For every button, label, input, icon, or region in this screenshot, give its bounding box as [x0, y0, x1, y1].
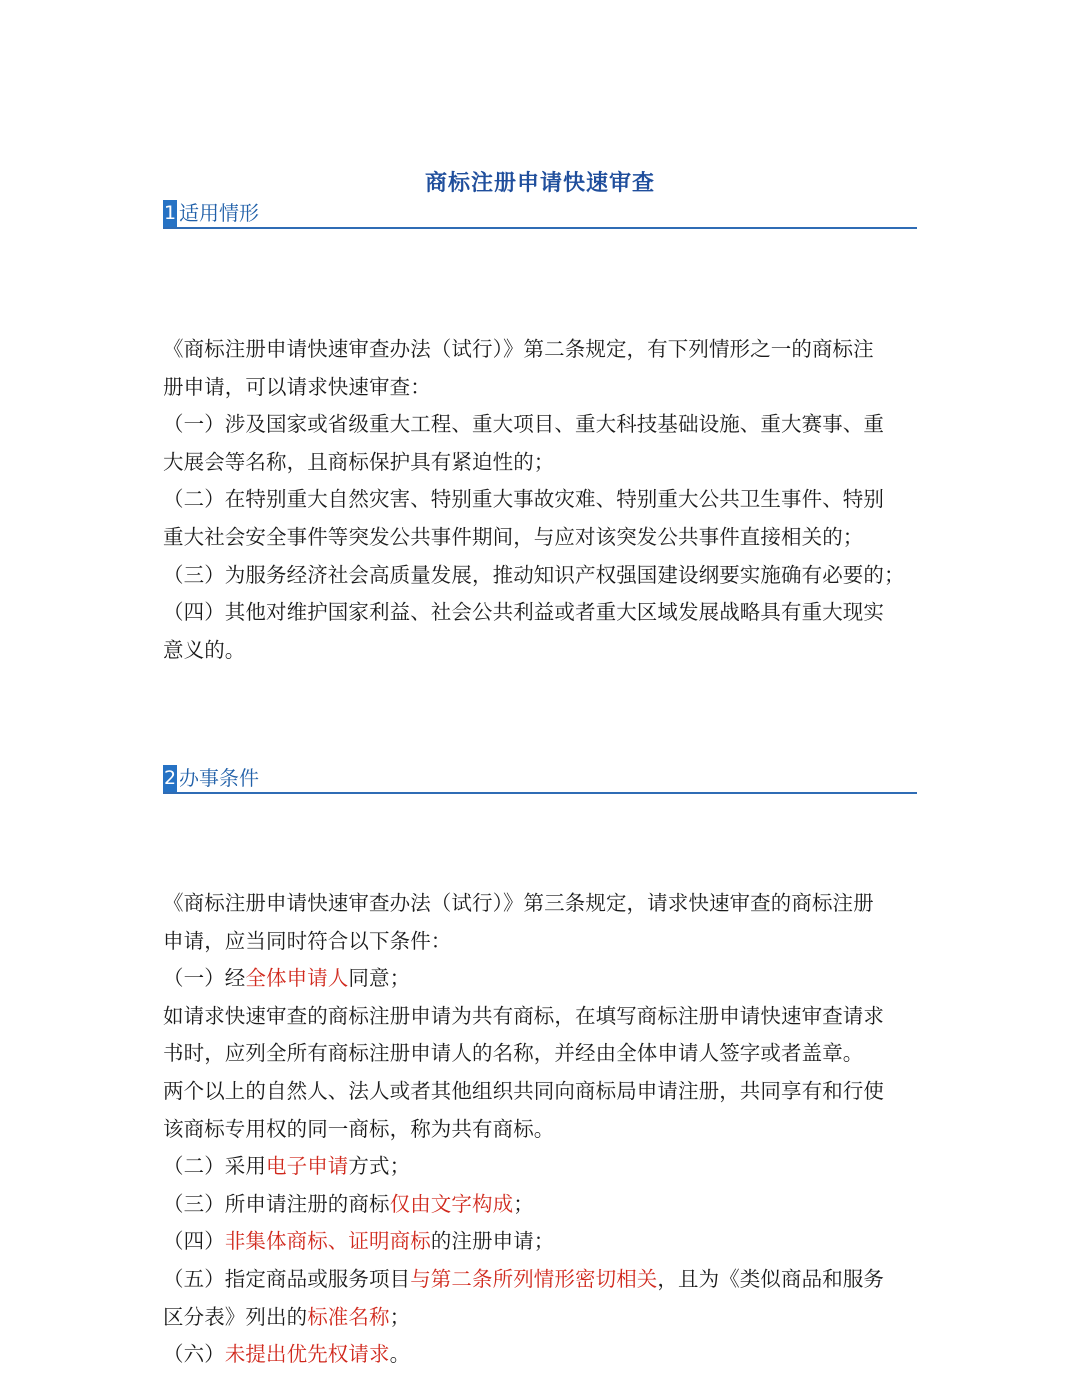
condition-suffix: ；: [513, 1191, 534, 1216]
condition-suffix: 。: [389, 1342, 411, 1367]
condition-prefix: （二）采用: [163, 1154, 266, 1179]
paragraph-line: 申请，应当同时符合以下条件：: [163, 928, 452, 953]
condition-6: [163, 1336, 919, 1374]
condition-prefix: （六）: [163, 1342, 225, 1367]
section2-body: [163, 885, 919, 1374]
highlighted-text: 未提出优先权请求: [224, 1342, 390, 1367]
section-heading-conditions: [163, 765, 917, 794]
paragraph-line: 《商标注册申请快速审查办法（试行）》第二条规定，有下列情形之一的商标注: [163, 337, 874, 361]
section-heading-label: 适用情形: [179, 201, 259, 225]
list-item-line: （三）为服务经济社会高质量发展，推动知识产权强国建设纲要实施确有必要的；: [163, 562, 905, 587]
highlighted-text: 标准名称: [307, 1304, 390, 1329]
condition-1: [163, 960, 919, 998]
condition-2: [163, 1148, 919, 1186]
section-heading-applicable-situations: [163, 200, 917, 229]
list-item-line: 意义的。: [163, 637, 246, 662]
highlighted-text: 非集体商标、证明商标: [224, 1229, 431, 1254]
section-number-badge: 1: [163, 200, 177, 227]
condition-3: [163, 1186, 919, 1224]
condition-suffix: 同意；: [348, 966, 411, 991]
condition-prefix: （四）: [163, 1229, 225, 1254]
condition-prefix: （五）指定商品或服务项目: [163, 1266, 411, 1291]
list-item-line: （一）涉及国家或省级重大工程、重大项目、重大科技基础设施、重大赛事、重: [163, 412, 884, 437]
list-item-line: （四）其他对维护国家利益、社会公共利益或者重大区域发展战略具有重大现实: [163, 600, 884, 625]
paragraph-line: 《商标注册申请快速审查办法（试行）》第三条规定，请求快速审查的商标注册: [163, 891, 874, 915]
highlighted-text: 仅由文字构成: [389, 1191, 514, 1216]
condition-prefix: （三）所申请注册的商标: [163, 1191, 390, 1216]
condition-suffix: 方式；: [348, 1154, 411, 1179]
list-item-line: 大展会等名称，且商标保护具有紧迫性的；: [163, 449, 555, 474]
condition-prefix: 区分表》列出的: [163, 1304, 308, 1329]
document-title: 商标注册申请快速审查: [424, 171, 655, 196]
note-line: 如请求快速审查的商标注册申请为共有商标，在填写商标注册申请快速审查请求: [163, 1003, 884, 1028]
highlighted-text: 电子申请: [266, 1154, 349, 1179]
condition-prefix: （一）经: [163, 966, 246, 991]
condition-suffix: ；: [389, 1304, 411, 1329]
paragraph-line: 册申请，可以请求快速审查：: [163, 374, 431, 399]
highlighted-text: 与第二条所列情形密切相关: [410, 1266, 658, 1291]
condition-5: [163, 1261, 919, 1299]
section1-body: [163, 331, 919, 669]
note-line: 两个以上的自然人、法人或者其他组织共同向商标局申请注册，共同享有和行使: [163, 1078, 884, 1103]
list-item-line: （二）在特别重大自然灾害、特别重大事故灾难、特别重大公共卫生事件、特别: [163, 487, 884, 512]
note-line: 该商标专用权的同一商标，称为共有商标。: [163, 1116, 555, 1141]
section-heading-label: 办事条件: [179, 766, 259, 790]
condition-suffix: 的注册申请；: [430, 1229, 555, 1254]
section-number-badge: 2: [163, 765, 177, 792]
highlighted-text: 全体申请人: [245, 966, 349, 991]
note-line: 书时，应列全所有商标注册申请人的名称，并经由全体申请人签字或者盖章。: [163, 1041, 864, 1066]
condition-4: [163, 1223, 919, 1261]
condition-suffix: ，且为《类似商品和服务: [657, 1266, 885, 1291]
list-item-line: 重大社会安全事件等突发公共事件期间，与应对该突发公共事件直接相关的；: [163, 524, 864, 549]
condition-5-continued: [163, 1299, 919, 1337]
